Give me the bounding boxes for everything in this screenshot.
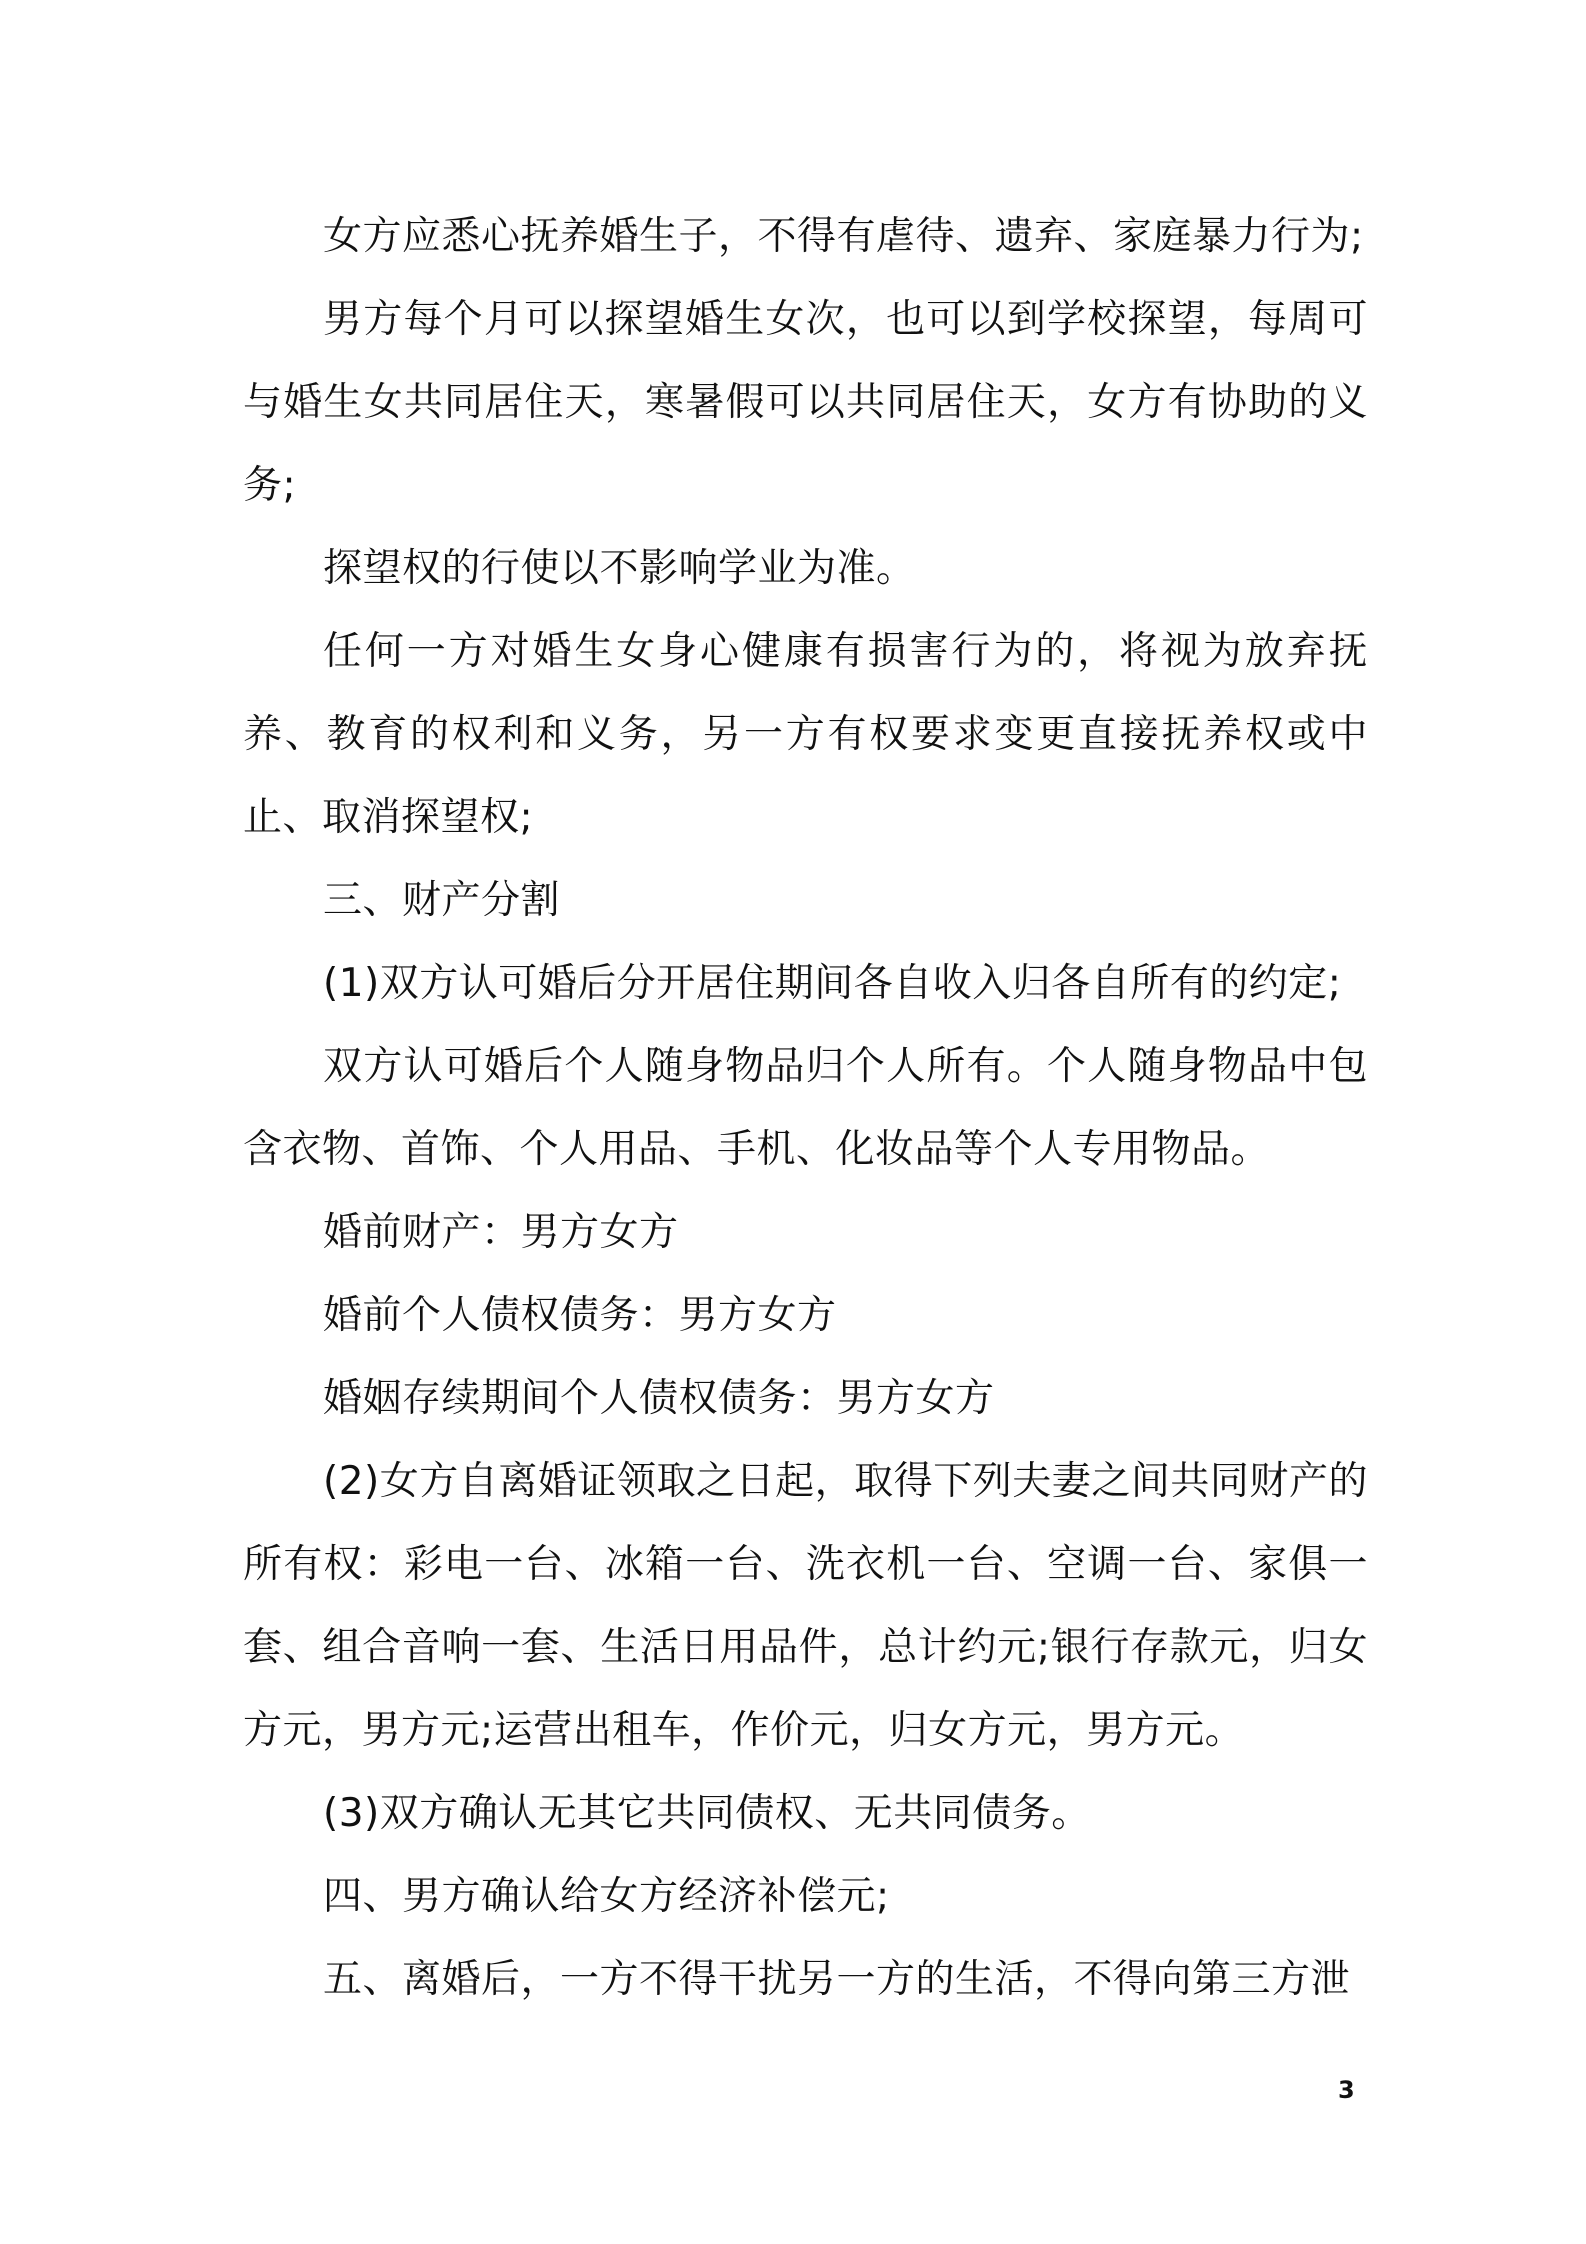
- paragraph-visitation-condition: 探望权的行使以不影响学业为准。: [323, 546, 916, 591]
- paragraph-joint-property: (2)女方自离婚证领取之日起，取得下列夫妻之间共同财产的所有权：彩电一台、冰箱一台、洗衣机一台、空调一台、家俱一套、组合音响一套、生活日用品件，总计约元;银行存款元，归女方元，男方元;运营出租车，作价元，归女方元，男方元。: [243, 1459, 1368, 1753]
- paragraph-premarital-property: 婚前财产：男方女方: [323, 1210, 679, 1255]
- section-heading-compensation: 四、男方确认给女方经济补偿元;: [323, 1874, 890, 1919]
- paragraph-premarital-debts: 婚前个人债权债务：男方女方: [323, 1293, 837, 1338]
- page-number: 3: [1338, 2076, 1355, 2104]
- paragraph-custody-duty: 女方应悉心抚养婚生子，不得有虐待、遗弃、家庭暴力行为;: [323, 214, 1364, 259]
- document-body: [243, 195, 1368, 2021]
- paragraph-no-joint-debts: (3)双方确认无其它共同债权、无共同债务。: [323, 1791, 1091, 1836]
- paragraph-separate-income: (1)双方认可婚后分开居住期间各自收入归各自所有的约定;: [323, 961, 1342, 1006]
- section-heading-property-division: 三、财产分割: [323, 878, 561, 923]
- section-heading-non-interference: 五、离婚后，一方不得干扰另一方的生活，不得向第三方泄: [323, 1957, 1351, 2002]
- paragraph-marital-debts: 婚姻存续期间个人债权债务：男方女方: [323, 1376, 995, 1421]
- paragraph-personal-items: 双方认可婚后个人随身物品归个人所有。个人随身物品中包含衣物、首饰、个人用品、手机、化妆品等个人专用物品。: [243, 1044, 1368, 1172]
- paragraph-visitation-schedule: 男方每个月可以探望婚生女次，也可以到学校探望，每周可与婚生女共同居住天，寒暑假可以共同居住天，女方有协助的义务;: [243, 297, 1368, 508]
- paragraph-harm-clause: 任何一方对婚生女身心健康有损害行为的，将视为放弃抚养、教育的权利和义务，另一方有权要求变更直接抚养权或中止、取消探望权;: [243, 629, 1368, 840]
